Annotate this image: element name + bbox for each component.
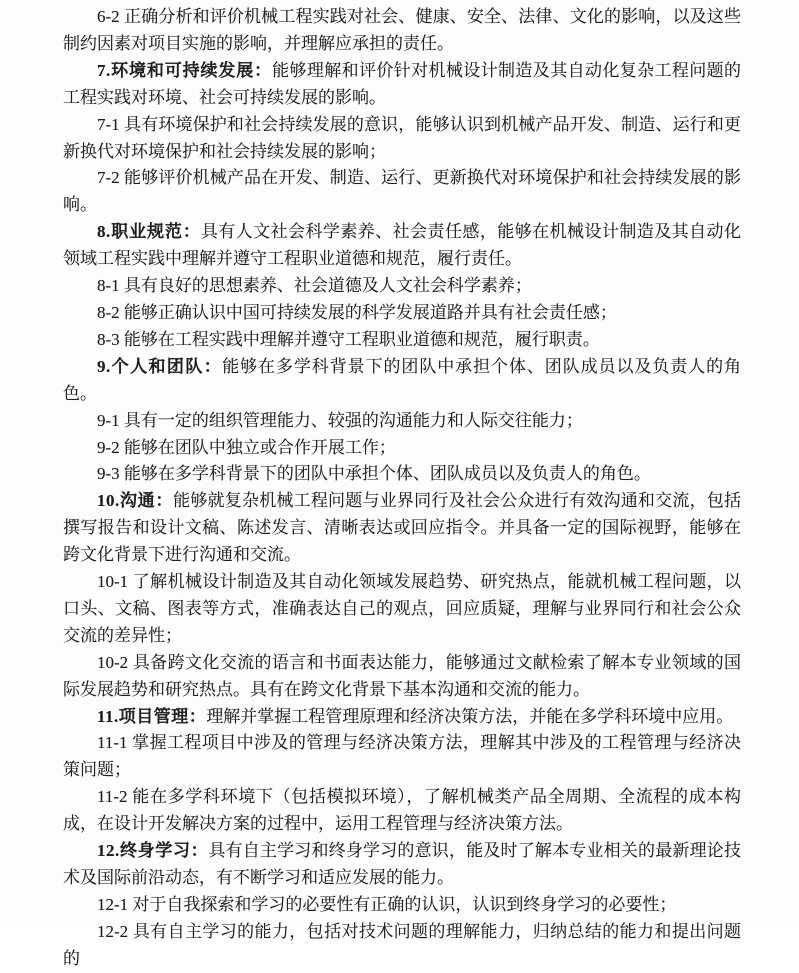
paragraph-text: 11-1 掌握工程项目中涉及的管理与经济决策方法，理解其中涉及的工程管理与经济决策问题； (63, 733, 741, 780)
paragraph-heading-label: 10.沟通： (97, 491, 174, 511)
paragraph-text: 8-3 能够在工程实践中理解并遵守工程职业道德和规范，履行职责。 (97, 329, 600, 349)
paragraph (63, 730, 741, 784)
paragraph-text: 能够理解和评价针对机械设计制造及其自动化复杂工程问题的工程实践对环境、社会可持续发展的影响。 (63, 60, 742, 107)
paragraph (63, 327, 741, 354)
paragraph (63, 892, 741, 919)
paragraph-text: 具有自主学习和终身学习的意识，能及时了解本专业相关的最新理论技术及国际前沿动态，有不断学习和适应发展的能力。 (63, 841, 741, 887)
paragraph-text: 9-2 能够在团队中独立或合作开展工作； (97, 437, 396, 457)
paragraph-heading-label: 12.终身学习： (97, 841, 209, 861)
paragraph-heading-label: 11.项目管理： (97, 706, 207, 726)
paragraph-text: 具有人文社会科学素养、社会责任感，能够在机械设计制造及其自动化领域工程实践中理解并遵守工程职业道德和规范，履行责任。 (63, 222, 741, 269)
paragraph (63, 4, 741, 58)
paragraph-text: 9-3 能够在多学科背景下的团队中承担个体、团队成员以及负责人的角色。 (97, 464, 651, 484)
paragraph-text: 9-1 具有一定的组织管理能力、较强的沟通能力和人际交往能力； (97, 410, 583, 430)
paragraph-text: 能够在多学科背景下的团队中承担个体、团队成员以及负责人的角色。 (63, 356, 742, 403)
paragraph (63, 569, 741, 650)
paragraph-text: 能够就复杂机械工程问题与业界同行及社会公众进行有效沟通和交流，包括撰写报告和设计文稿、陈述发言、清晰表达或回应指令。并具备一定的国际视野，能够在跨文化背景下进行沟通和交流。 (63, 491, 742, 565)
paragraph (63, 704, 741, 731)
paragraph (63, 461, 741, 488)
paragraph-text: 11-2 能在多学科环境下（包括模拟环境），了解机械类产品全周期、全流程的成本构成，在设计开发解决方案的过程中，运用工程管理与经济决策方法。 (63, 787, 741, 834)
paragraph (63, 165, 741, 219)
paragraph-heading-label: 7.环境和可持续发展： (97, 60, 273, 80)
paragraph-text: 10-2 具备跨文化交流的语言和书面表达能力，能够通过文献检索了解本专业领域的国际发展趋势和研究热点。具有在跨文化背景下基本沟通和交流的能力。 (63, 652, 741, 699)
paragraph-text: 6-2 正确分析和评价机械工程实践对社会、健康、安全、法律、文化的影响，以及这些制约因素对项目实施的影响，并理解应承担的责任。 (63, 7, 741, 53)
paragraph-text: 12-2 具有自主学习的能力，包括对技术问题的理解能力，归纳总结的能力和提出问题的 (63, 921, 741, 968)
paragraph-heading-label: 8.职业规范： (97, 222, 201, 242)
paragraph-text: 7-1 具有环境保护和社会持续发展的意识，能够认识到机械产品开发、制造、运行和更新换代对环境保护和社会持续发展的影响； (63, 114, 741, 161)
paragraph (63, 112, 741, 166)
paragraph-text: 8-2 能够正确认识中国可持续发展的科学发展道路并具有社会责任感； (97, 302, 617, 322)
paragraph-text: 12-1 对于自我探索和学习的必要性有正确的认识，认识到终身学习的必要性； (97, 894, 677, 914)
paragraph (63, 273, 741, 300)
paragraph (63, 435, 741, 462)
paragraph-text: 8-1 具有良好的思想素养、社会道德及人文社会科学素养； (97, 276, 532, 296)
paragraph-heading-label: 9.个人和团队： (97, 356, 223, 376)
paragraph (63, 408, 741, 435)
paragraph (63, 354, 741, 408)
document-body (63, 4, 741, 973)
paragraph (63, 650, 741, 704)
paragraph-text: 理解并掌握工程管理原理和经济决策方法，并能在多学科环境中应用。 (206, 706, 734, 726)
paragraph-text: 10-1 了解机械设计制造及其自动化领域发展趋势、研究热点，能就机械工程问题，以口头、文稿、图表等方式，准确表达自己的观点，回应质疑，理解与业界同行和社会公众交流的差异性； (63, 572, 741, 645)
paragraph (63, 784, 741, 838)
paragraph (63, 488, 741, 569)
paragraph (63, 300, 741, 327)
paragraph (63, 838, 741, 892)
paragraph-text: 7-2 能够评价机械产品在开发、制造、运行、更新换代对环境保护和社会持续发展的影响。 (63, 168, 741, 215)
paragraph (63, 919, 741, 973)
paragraph (63, 219, 741, 273)
paragraph (63, 58, 741, 112)
